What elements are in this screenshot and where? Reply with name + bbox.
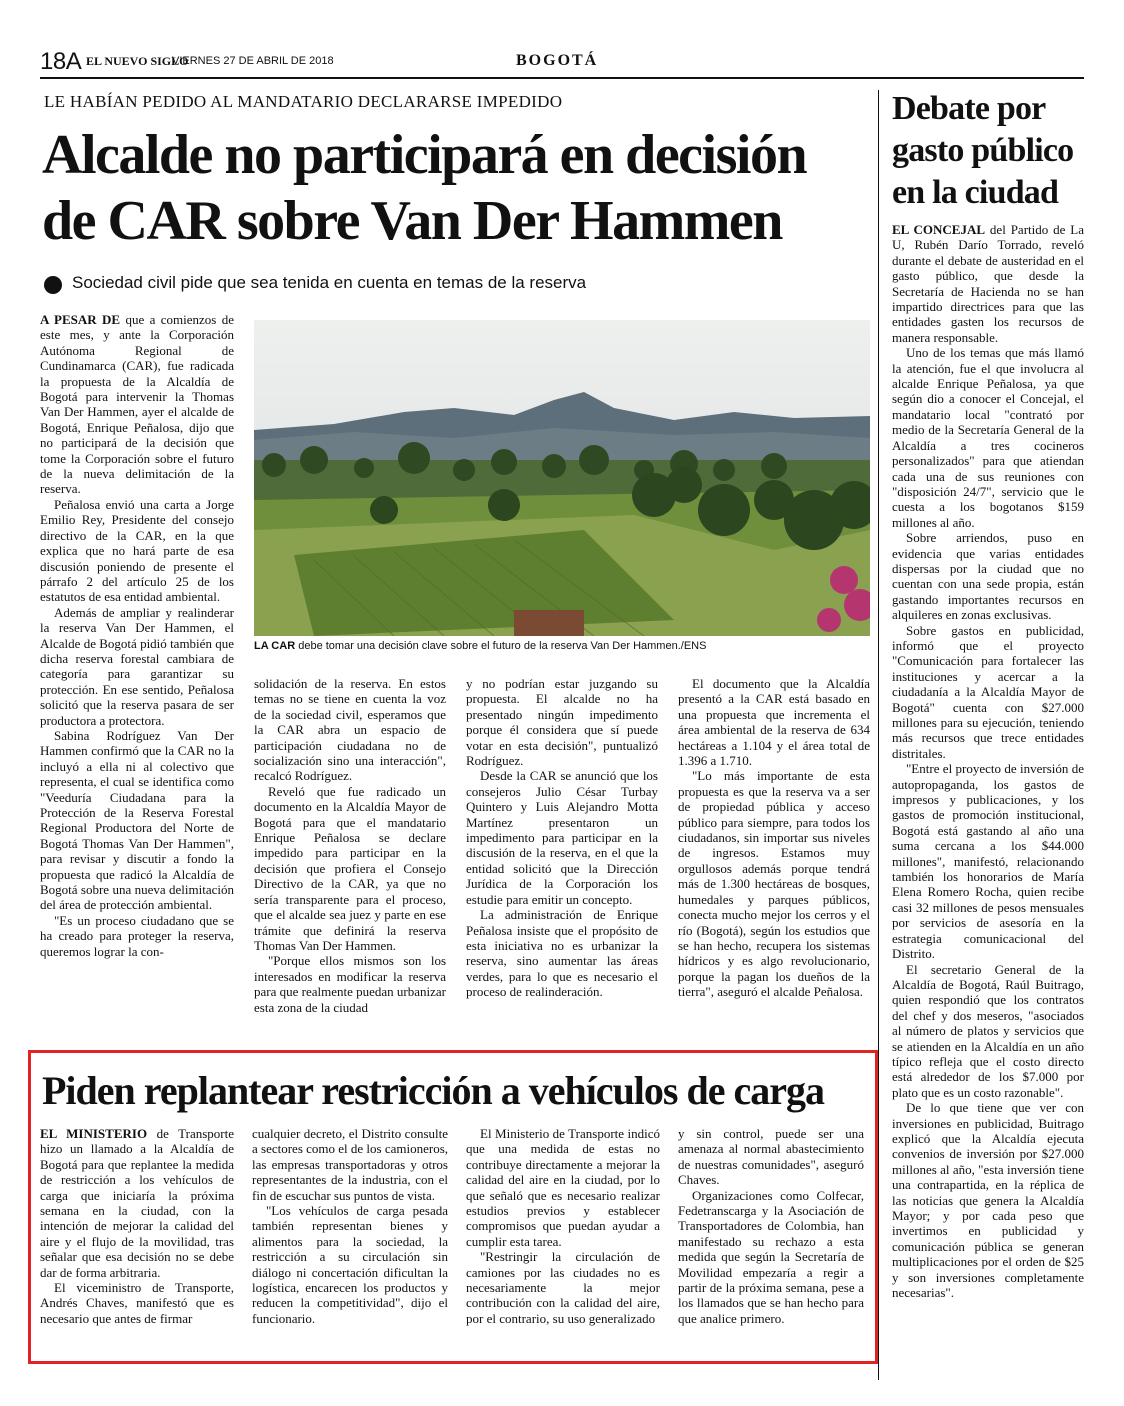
newspaper-name: EL NUEVO SIGLO: [86, 54, 189, 68]
paragraph: y sin control, puede ser una amenaza al normal abastecimiento de nuestras comunidades", aseguró Chaves.: [678, 1126, 864, 1188]
paragraph: "Lo más importante de esta propuesta es que la reserva va a ser de propiedad pública y acceso público para siempre, para todos los ciudadanos, sin importar sus niveles de ingresos. Estamos muy orgullosos además porque tendrá más de 1.300 hectáreas de bosques, humedales y parques públicos, conecta mucho mejor los cerros y el río (Bogotá), según los estudios que se han hecho, recupera los sistemas hídricos y es algo revolucionario, porque la pagan los dueños de la tierra", aseguró el alcalde Peñalosa.: [678, 768, 870, 1000]
caption-text: debe tomar una decisión clave sobre el futuro de la reserva Van Der Hammen./ENS: [295, 640, 707, 652]
paragraph: "Entre el proyecto de inversión de autopropaganda, los gastos de impresos y publicaciones, y los gastos de promoción institucional, Bogotá está gastando al año una suma cercana a los $44.000 millones", manifestó, relacionando también los honorarios de María Elena Romero Rocha, quien recibe casi 32 millones de pesos mensuales por servicios de asesoría en la estrategia comunicacional del Distrito.: [892, 761, 1084, 962]
paragraph: cualquier decreto, el Distrito consulte a sectores como el de los camioneros, las empresas transportadoras y otros representantes de la industria, con el fin de escuchar sus puntos de vista.: [252, 1126, 449, 1203]
paragraph: "Porque ellos mismos son los interesados en modificar la reserva para que realmente puedan urbanizar esta zona de la ciudad: [254, 953, 447, 1015]
paragraph: El Ministerio de Transporte indicó que una medida de estas no contribuye directamente a mejorar la calidad del aire en la ciudad, por lo que señaló que es necesario realizar estudios previos y establecer compromisos que puedan ayudar a cumplir esta tarea.: [466, 1126, 660, 1249]
bottom-column-2: [252, 1126, 448, 1326]
paragraph: Uno de los temas que más llamó la atención, fue el que involucra al alcalde Enrique Peñalosa, ya que según dio a conocer el Concejal, el mandatario local "contrató por medio de la Secretaría General de la Alcaldía a tres cocineros personalizados" para que atiendan cada una de sus reuniones con "disposición 24/7", servicio que le cuesta a los bogotanos $159 millones al año.: [892, 345, 1084, 530]
lead-word: EL MINISTERIO: [40, 1126, 148, 1141]
paragraph: Además de ampliar y realinderar la reserva Van Der Hammen, el Alcalde de Bogotá pidió también que dicha reserva forestal cambiara de categoría para garantizar su protección. En ese sentido, Peñalosa solicitó que la reserva pasara de ser productora a protectora.: [40, 604, 234, 728]
paragraph-text: de Transporte hizo un llamado a la Alcaldía de Bogotá para que replantee la medida de restricción a los vehículos de carga que iniciaría la próxima semana en la ciudad, con la intención de mejorar la calidad del aire y el flujo de la movilidad, tras señalar que esa decisión no se debe dar de forma arbitraria.: [40, 1126, 234, 1280]
paragraph: [892, 222, 1084, 345]
paragraph: Desde la CAR se anunció que los consejeros Julio César Turbay Quintero y Luis Alejandro Motta Martínez presentaron un impedimento para participar en la discusión de la reserva, en el que la entidad solicitó que la Dirección Jurídica de la Corporación los estudie para emitir un concepto.: [466, 768, 658, 907]
paragraph: Organizaciones como Colfecar, Fedetranscarga y la Asociación de Transportadores de Colombia, han manifestado su rechazo a esta medida que según la Secretaría de Movilidad empezaría a regir a partir de la próxima semana, pese a los llamados que se han hecho para que analice primero.: [678, 1187, 864, 1326]
paragraph: Sabina Rodríguez Van Der Hammen confirmó que la CAR no la incluyó a ella ni al colectivo que representa, el cual se identifica como "Veeduría Ciudadana para la Protección de la Reserva Forestal Regional Productora del Norte de Bogotá Thomas Van Der Hammen", para revisar y discutir a fondo la propuesta que radicó la Alcaldía de Bogotá sobre una nueva delimitación del área de protección ambiental.: [40, 727, 234, 913]
paragraph: [40, 312, 234, 497]
bottom-headline: Piden replantear restricción a vehículos de carga: [42, 1068, 824, 1113]
page-number: 18A: [40, 48, 82, 75]
main-kicker: LE HABÍAN PEDIDO AL MANDATARIO DECLARARSE IMPEDIDO: [44, 92, 563, 111]
bottom-column-4: [678, 1126, 864, 1326]
landscape-photo-illustration: [254, 320, 870, 636]
paragraph: Reveló que fue radicado un documento en la Alcaldía Mayor de Bogotá para que el mandatario Enrique Peñalosa se declare impedido para participar en la decisión que profiera el Consejo Directivo de la CAR, ya que no sería transparente para el proceso, que el alcalde sea juez y parte en ese trámite que definirá la reserva Thomas Van Der Hammen.: [254, 783, 446, 953]
bottom-column-3: [466, 1126, 660, 1326]
main-headline: Alcalde no participará en decisión de CAR sobre Van Der Hammen: [42, 124, 807, 252]
paragraph: Sobre gastos en publicidad, informó que el proyecto "Comunicación para fortalecer las instituciones y acercar a la ciudadanía a la Alcaldía Mayor de Bogotá" cuenta con $27.000 millones para su ejecución, teniendo más recursos que trece entidades distritales.: [892, 622, 1084, 761]
paragraph: La administración de Enrique Peñalosa insiste que el propósito de esta iniciativa no es urbanizar la reserva, sino aumentar las áreas verdes, para lo que es necesario el proceso de realinderación.: [466, 907, 658, 1000]
sidebar-body: [892, 222, 1084, 1300]
bullet-icon: [44, 276, 62, 294]
sidebar-divider: [878, 90, 879, 1380]
header-rule: [40, 77, 1084, 79]
section-name: BOGOTÁ: [516, 52, 599, 69]
main-subhead: Sociedad civil pide que sea tenida en cuenta en temas de la reserva: [72, 273, 587, 292]
main-column-4: [678, 676, 870, 1000]
paragraph-text: del Partido de La U, Rubén Darío Torrado, reveló durante el debate de austeridad en el gasto público, que desde la Secretaría de Hacienda no se han impartido directrices para que las entidades gasten los recursos de manera responsable.: [892, 222, 1084, 345]
paragraph: De lo que tiene que ver con inversiones en publicidad, Buitrago explicó que la Alcaldía ejecuta convenios de inversión por $27.000 millones al año, "esta inversión tiene una contrapartida, en la réplica de las noticias que genera la Alcaldía Mayor; y por cada peso que invertimos en publicidad y comunicación pública se generan multiplicaciones por el orden de $25 y son inversiones completamente necesarias".: [892, 1100, 1084, 1301]
paragraph: Sobre arriendos, puso en evidencia que varias entidades dispersas por la ciudad que no cuentan con una sede propia, están gastando importantes recursos en alquileres en zonas exclusivas.: [892, 530, 1084, 623]
paragraph: El documento que la Alcaldía presentó a la CAR está basado en una propuesta que incrementa el área ambiental de la reserva de 634 hectáreas a 1.104 y el área total de 1.396 a 1.710.: [678, 676, 870, 769]
paragraph-text: que a comienzos de este mes, y ante la Corporación Autónoma Regional de Cundinamarca (CAR), fue radicada la propuesta de la Alcaldía de Bogotá para intervenir la Thomas Van Der Hammen, ayer el alcalde de Bogotá, Enrique Peñalosa, dijo que no participará de la decisión que tome la Corporación sobre el futuro de la nueva delimitación de la reserva.: [40, 312, 234, 497]
paragraph: y no podrían estar juzgando su propuesta. El alcalde no ha presentado ningún impedimento porque él considera que sí puede votar en esta decisión", puntualizó Rodríguez.: [466, 676, 658, 769]
main-column-3: [466, 676, 658, 1000]
paragraph: [40, 1126, 234, 1280]
paragraph: El secretario General de la Alcaldía de Bogotá, Raúl Buitrago, quien respondió que los contratos del chef y dos meseros, "asociados al número de platos y servicios que se atienden en la Alcaldía en un año típico refleja que el costo directo está alrededor de los $7.000 por plato que es un costo razonable".: [892, 961, 1084, 1100]
paragraph: "Es un proceso ciudadano que se ha creado para proteger la reserva, queremos lograr la con-: [40, 912, 234, 959]
paragraph: "Los vehículos de carga pesada también representan bienes y alimentos para la sociedad, la restricción a su circulación sin diálogo ni concertación dificultan la logística, encarecen los productos y reducen la competitividad", dijo el funcionario.: [252, 1203, 448, 1326]
bottom-column-1: [40, 1126, 234, 1326]
sidebar-headline: Debate por gasto público en la ciudad: [892, 90, 1074, 211]
paragraph: Peñalosa envió una carta a Jorge Emilio Rey, Presidente del consejo directivo de la CAR, en la que explica que no hará parte de esa discusión poniendo de presente el párrafo 2 del artículo 25 de los estatutos de esa entidad ambiental.: [40, 496, 234, 605]
lead-word: A PESAR DE: [40, 312, 121, 327]
main-column-1: [40, 312, 234, 959]
caption-lead: LA CAR: [254, 640, 296, 652]
main-column-2: [254, 676, 446, 1015]
paragraph: El viceministro de Transporte, Andrés Chaves, manifestó que es necesario que antes de firmar: [40, 1280, 234, 1326]
lead-word: EL CONCEJAL: [892, 222, 986, 237]
issue-date: VIERNES 27 DE ABRIL DE 2018: [172, 55, 334, 67]
paragraph: solidación de la reserva. En estos temas no se tiene en cuenta la voz de la sociedad civil, esperamos que la CAR abra un espacio de participación ciudadana no de socialización sino una interacción", recalcó Rodríguez.: [254, 676, 446, 784]
photo-caption: [254, 640, 706, 652]
paragraph: "Restringir la circulación de camiones por las ciudades no es necesariamente la mejor contribución con la calidad del aire, por el contrario, su uso generalizado: [466, 1249, 660, 1326]
landscape-photo: [254, 320, 870, 636]
